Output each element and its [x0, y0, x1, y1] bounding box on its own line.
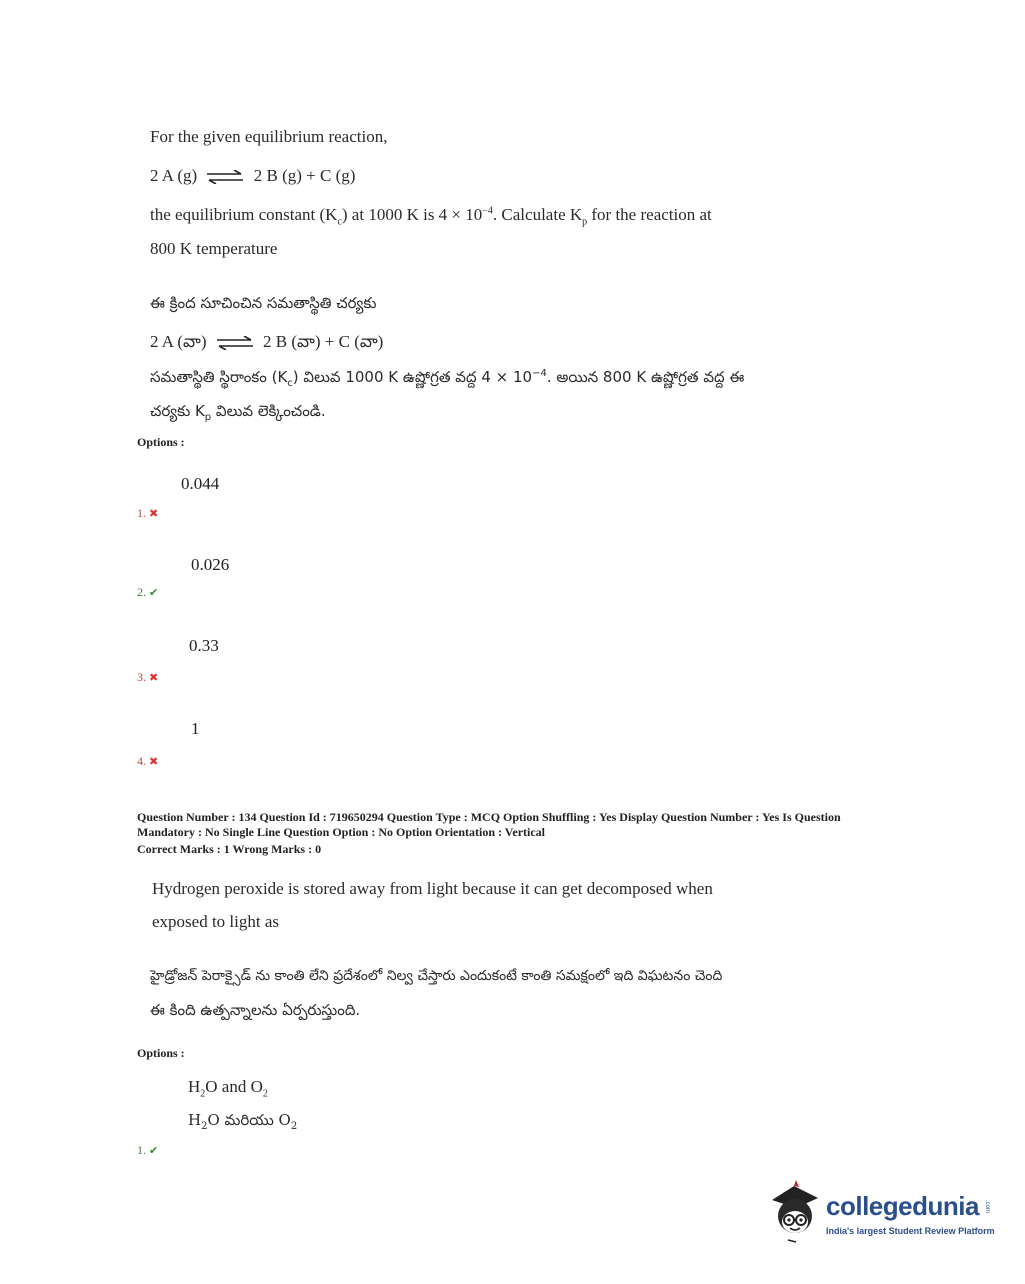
- q1-line2: 800 K temperature: [150, 239, 278, 258]
- q2-option-1-label[interactable]: [137, 1143, 158, 1158]
- q1-te-line2: [150, 402, 326, 424]
- option-number: 1.: [137, 1143, 146, 1157]
- te-text-a: సమతాస్థితి స్థిరాంకం (K: [150, 368, 288, 386]
- q1-reaction-te: [150, 332, 383, 356]
- q1-text-c: . Calculate K: [492, 205, 583, 224]
- te-text-e: విలువ లెక్కించండి.: [211, 402, 326, 420]
- te-text-c: . అయిన 800 K ఉష్ణోగ్రత వద్ద ఈ: [546, 368, 745, 386]
- q2-te-line1: హైడ్రోజన్ పెరాక్సైడ్ ను కాంతి లేని ప్రదేశంలో నిల్వ చేస్తారు ఎందుకంటే కాంతి సమక్షంలో ఇది విఘటనం చెంది: [150, 968, 723, 984]
- option-number: 4.: [137, 754, 146, 768]
- q1-text-a: the equilibrium constant (K: [150, 205, 338, 224]
- option-2-label[interactable]: [137, 585, 158, 600]
- meta-line-3: Correct Marks : 1 Wrong Marks : 0: [137, 842, 322, 856]
- collegedunia-logo: [766, 1176, 996, 1246]
- option-number: 2.: [137, 585, 146, 599]
- q2-line2: exposed to light as: [152, 912, 280, 931]
- meta-line-2: Mandatory : No Single Line Question Option : No Option Orientation : Vertical: [137, 825, 546, 839]
- sub-2: 2: [201, 1121, 208, 1132]
- q2-option-1-te: [188, 1111, 297, 1133]
- h-symbol: H: [188, 1077, 201, 1096]
- te-kp-subscript: p: [204, 412, 212, 423]
- o-and-o: O and O: [205, 1077, 263, 1096]
- mascot-icon: [766, 1178, 824, 1244]
- logo-tagline: India's largest Student Review Platform: [826, 1226, 995, 1236]
- equilibrium-arrow-icon: [217, 336, 253, 350]
- te-reactants: 2 A (వా): [150, 332, 207, 351]
- q1-text-d: for the reaction at: [587, 205, 712, 224]
- options-header: Options :: [137, 435, 185, 449]
- logo-wordmark: collegedunia: [826, 1191, 979, 1221]
- q1-te-line1: [150, 368, 744, 390]
- sub-2: 2: [262, 1088, 268, 1100]
- option-1-value: 0.044: [181, 474, 220, 493]
- option-number: 3.: [137, 670, 146, 684]
- te-kc-subscript: c: [287, 378, 293, 389]
- cross-icon: ✖: [149, 756, 159, 768]
- option-3-label[interactable]: [137, 670, 158, 685]
- q2-te-line2: ఈ కింది ఉత్పన్నాలను ఏర్పరుస్తుంది.: [150, 1001, 361, 1019]
- check-icon: ✔: [149, 587, 159, 599]
- exponent: −4: [482, 205, 493, 217]
- te-products: 2 B (వా) + C (వా): [263, 332, 384, 351]
- option-4-value: 1: [191, 719, 200, 738]
- q1-text-b: ) at 1000 K is 4 × 10: [341, 205, 483, 224]
- kc-subscript: c: [337, 216, 342, 228]
- q1-te-intro: ఈ క్రింద సూచించిన సమతాస్థితి చర్యకు: [150, 294, 377, 312]
- q1-reaction-en: [150, 166, 355, 186]
- q1-kc-line: [150, 205, 712, 227]
- cross-icon: ✖: [149, 672, 159, 684]
- equilibrium-arrow-icon: [207, 170, 243, 184]
- te-exponent: −4: [532, 368, 547, 379]
- option-number: 1.: [137, 506, 146, 520]
- q1-intro: For the given equilibrium reaction,: [150, 127, 388, 146]
- question-meta: [137, 810, 917, 857]
- sub-2: 2: [200, 1088, 206, 1100]
- q2-option-1-en: [188, 1077, 268, 1099]
- products: 2 B (g) + C (g): [253, 166, 356, 185]
- te-text-d: చర్యకు K: [150, 402, 205, 420]
- option-4-label[interactable]: [137, 754, 158, 769]
- h-symbol: H: [188, 1111, 202, 1129]
- options-header-2: Options :: [137, 1046, 185, 1060]
- cross-icon: ✖: [149, 508, 159, 520]
- check-icon: ✔: [149, 1145, 159, 1157]
- reactants: 2 A (g): [150, 166, 198, 185]
- meta-line-1: Question Number : 134 Question Id : 719650294 Question Type : MCQ Option Shuffling : Yes Display Question Number : Yes Is Question: [137, 810, 841, 824]
- option-1-label[interactable]: [137, 506, 158, 521]
- o-te-o: O మరియు O: [207, 1111, 291, 1129]
- option-3-value: 0.33: [189, 636, 219, 655]
- logo-com: .com: [984, 1200, 990, 1214]
- q2-line1: Hydrogen peroxide is stored away from light because it can get decomposed when: [152, 879, 713, 898]
- te-text-b: ) విలువ 1000 K ఉష్ణోగ్రత వద్ద 4 × 10: [292, 368, 533, 386]
- kp-subscript: p: [582, 216, 588, 228]
- option-2-value: 0.026: [191, 555, 230, 574]
- sub-2: 2: [290, 1121, 298, 1132]
